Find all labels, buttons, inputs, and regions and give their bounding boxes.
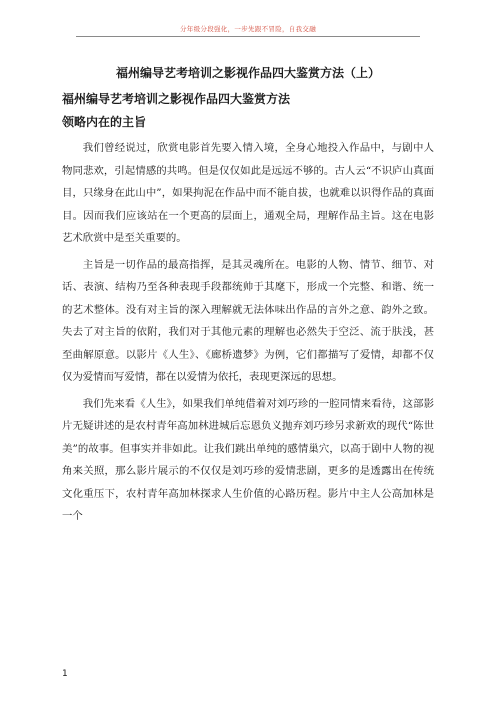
paragraph-3: 我们先来看《人生》，如果我们单纯借着对刘巧珍的一腔同情来看待，这部影片无疑讲述的是农村青年高加林进城后忘恩负义抛弃刘巧珍另求新欢的现代“陈世美”的故事。但事实并非如此。让我们跳出单纯的感情巢穴，以高于剧中人物的视角来关照，那么影片展示的不仅仅是刘巧珍的爱情悲剧，更多的是透露出在传统文化重压下，农村青年高加林探求人生价值的心路历程。影片中主人公高加林是一个 bbox=[62, 397, 434, 522]
document-body bbox=[62, 64, 434, 532]
header-divider bbox=[76, 36, 420, 37]
document-title: 福州编导艺考培训之影视作品四大鉴赏方法（上） bbox=[115, 66, 380, 80]
paragraph-2: 主旨是一切作品的最高指挥，是其灵魂所在。电影的人物、情节、细节、对话、表演、结构乃至各种表现手段都统帅于其麾下，形成一个完整、和谐、统一的艺术整体。没有对主旨的深入理解就无法体味出作品的言外之意、韵外之致。失去了对主旨的依附，我们对于其他元素的理解也必然失于空泛、流于肤浅，甚至曲解原意。以影片《人生》、《廊桥遗梦》为例，它们都描写了爱情，却都不仅仅为爱情而写爱情，都在以爱情为依托，表现更深远的思想。 bbox=[62, 258, 434, 383]
section-heading: 领略内在的主旨 bbox=[62, 115, 147, 129]
header-note: 分年级分段强化，一步先跟不冒险，自我交融 bbox=[180, 25, 316, 33]
page-number: 1 bbox=[62, 669, 68, 679]
document-subtitle: 福州编导艺考培训之影视作品四大鉴赏方法 bbox=[62, 92, 291, 106]
paragraph-1: 我们曾经说过，欣赏电影首先要入情入境，全身心地投入作品中，与剧中人物同悲欢，引起情感的共鸣。但是仅仅如此是远远不够的。古人云“不识庐山真面目，只缘身在此山中”，如果拘泥在作品中而不能自拔，也就难以识得作品的真面目。因而我们应该站在一个更高的层面上，通观全局，理解作品主旨。这在电影艺术欣赏中是至关重要的。 bbox=[62, 142, 434, 244]
